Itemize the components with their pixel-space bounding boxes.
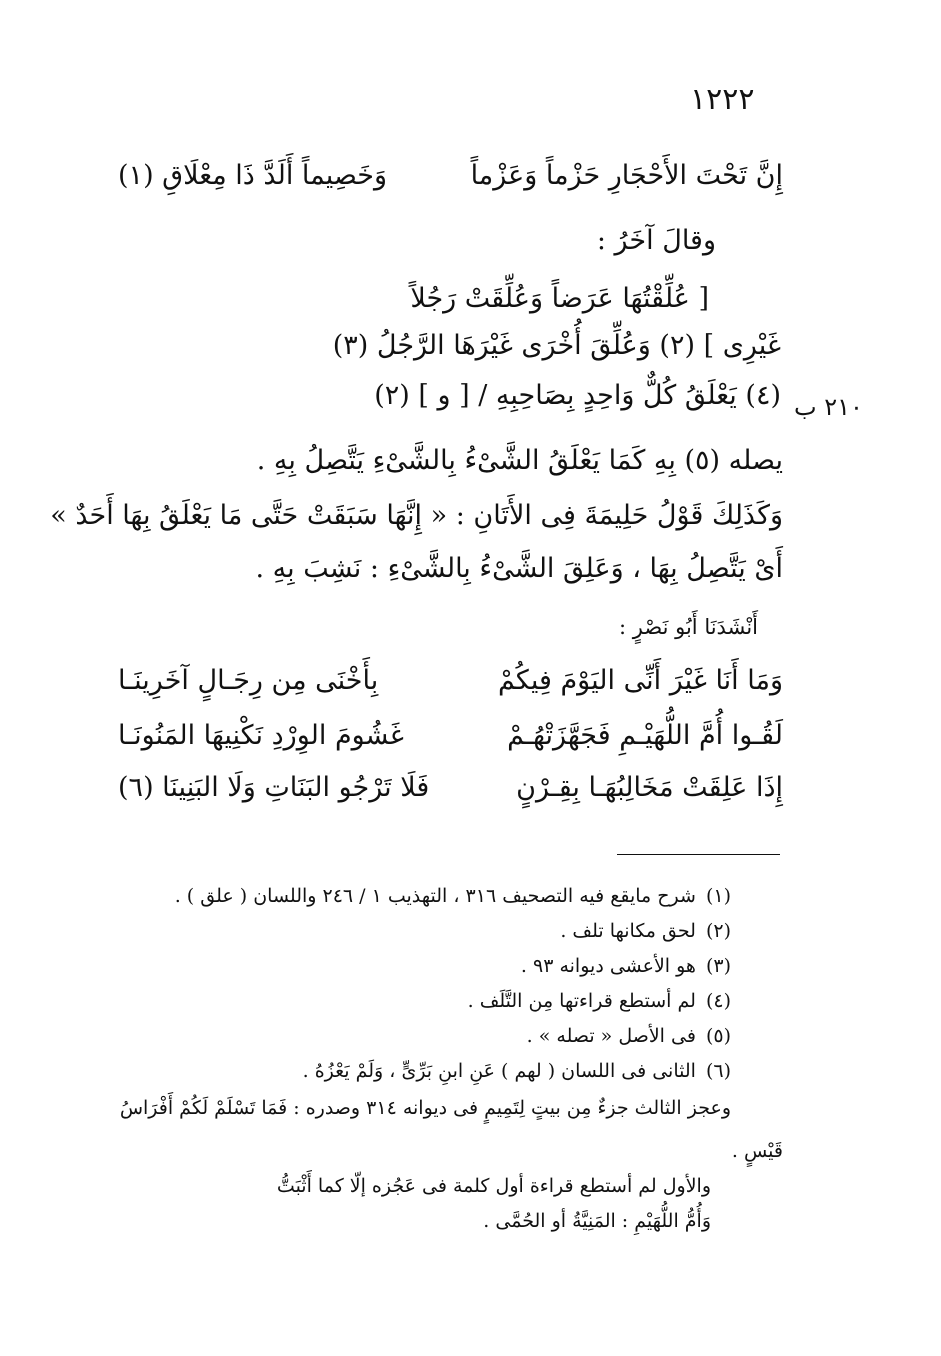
footnote-text: هو الأعشى ديوانه ٩٣ . [520,955,696,977]
footnote-6 [303,1060,731,1082]
verse2-line-b: غَيْرِى ] (٢) وَعُلِّقَ أُخْرَى غَيْرَهَا الرَّجُلُ (٣) [332,330,781,361]
footnote-1 [175,885,731,907]
poem-line-3-second: فَلَا تَرْجُو البَنَاتِ وَلَا البَنِينَا (٦) [118,772,430,803]
footnote-text: لم أستطع قراءتها مِن التَّلَف . [467,990,696,1012]
footnote-2 [560,920,731,942]
poem-line-1-second: بِأَخْنَى مِن رِجَـالٍ آخَرِينَـا [118,665,379,696]
footnote-number: (٤) [705,990,731,1012]
prose-line-2: وَكَذَلِكَ قَوْلُ حَلِيمَةَ فِى الأَتَانِ : « إِنَّهَا سَبَقَتْ حَتَّى مَا يَعْلَقُ بِهَا أَحَدٌ » [50,500,783,531]
prose-line-1: يصله (٥) بِهِ كَمَا يَعْلَقُ الشَّىْءُ بِالشَّىْءِ يَتَّصِلُ بِهِ . [256,445,783,476]
footnote-5 [527,1025,731,1047]
page-number: ١٢٢٢ [690,82,755,117]
margin-folio-note: ٢١٠ ب [794,393,863,421]
intro-other-poet: وقالَ آخَرُ : [596,225,716,256]
footnote-4 [468,990,731,1012]
footnote-extra-line-3: والأول لم أستطع قراءة أول كلمة فى عَجُزه إلّا كما أَثْبَتُّ [276,1175,711,1197]
poem-line-2-second: غَشُومَ الوِرْدِ نَكْنِيهَا المَنُونَـا [118,720,404,751]
verse1-second-hemistich: وَخَصِيماً أَلَدَّ ذَا مِعْلَاقِ (١) [118,160,388,191]
footnote-number: (٥) [705,1025,731,1047]
poem-line-2-first: لَقُـوا أُمَّ اللُّهَيْـمِ فَجَهَّزَتْهُـمْ [507,720,783,751]
footnote-text: لحق مكانها تلف . [560,920,696,942]
footnote-text: شرح مايقع فيه التصحيف ٣١٦ ، التهذيب ١ / ٢٤٦ واللسان ( علق ) . [174,885,696,907]
footnote-text: فى الأصل « تصله » . [526,1025,696,1047]
footnote-3 [521,955,731,977]
footnote-number: (١) [705,885,731,907]
poem-line-1-first: وَمَا أَنَا غَيْرَ أَنِّى اليَوْمَ فِيكُمْ [497,665,783,696]
verse2-line-c: (٤) يَعْلَقُ كُلٌّ وَاحِدٍ بِصَاحِبِهِ / [ و ] (٢) [374,380,781,411]
footnote-text: الثانى فى اللسان ( لهم ) عَنِ ابنِ بَرِّىٍّ ، وَلَمْ يَعْزُهُ . [302,1060,696,1082]
footnote-separator [617,854,780,855]
footnote-extra-line-1: وعجز الثالث جزءٌ مِن بيتٍ لِتَمِيمٍ فى ديوانه ٣١٤ وصدره : فَمَا تَسْلَمْ لَكُمْ أَفْرَاسُ [119,1097,731,1119]
verse2-line-a: [ عُلِّقْتُهَا عَرَضاً وَعُلِّقَتْ رَجُلاً [410,283,709,314]
prose-line-3: أَىْ يَتَّصِلُ بِهَا ، وَعَلِقَ الشَّىْءُ بِالشَّىْءِ : نَشِبَ بِهِ . [255,553,783,584]
footnote-number: (٢) [705,920,731,942]
footnote-number: (٦) [705,1060,731,1082]
footnote-extra-line-2: قَيْسٍ . [731,1140,783,1162]
abu-nasr-heading: أَنْشَدَنَا أَبُو نَصْرٍ : [619,615,758,639]
footnote-extra-line-4: وَأُمُّ اللُّهَيْمِ : المَنِيَّةُ أو الحُمَّى . [483,1210,711,1232]
footnote-number: (٣) [705,955,731,977]
verse1-first-hemistich: إِنَّ تَحْتَ الأَحْجَارِ حَزْماً وَعَزْماً [470,160,783,191]
poem-line-3-first: إِذَا عَلِقَتْ مَخَالِبُهَـا بِقِـرْنٍ [516,772,783,803]
